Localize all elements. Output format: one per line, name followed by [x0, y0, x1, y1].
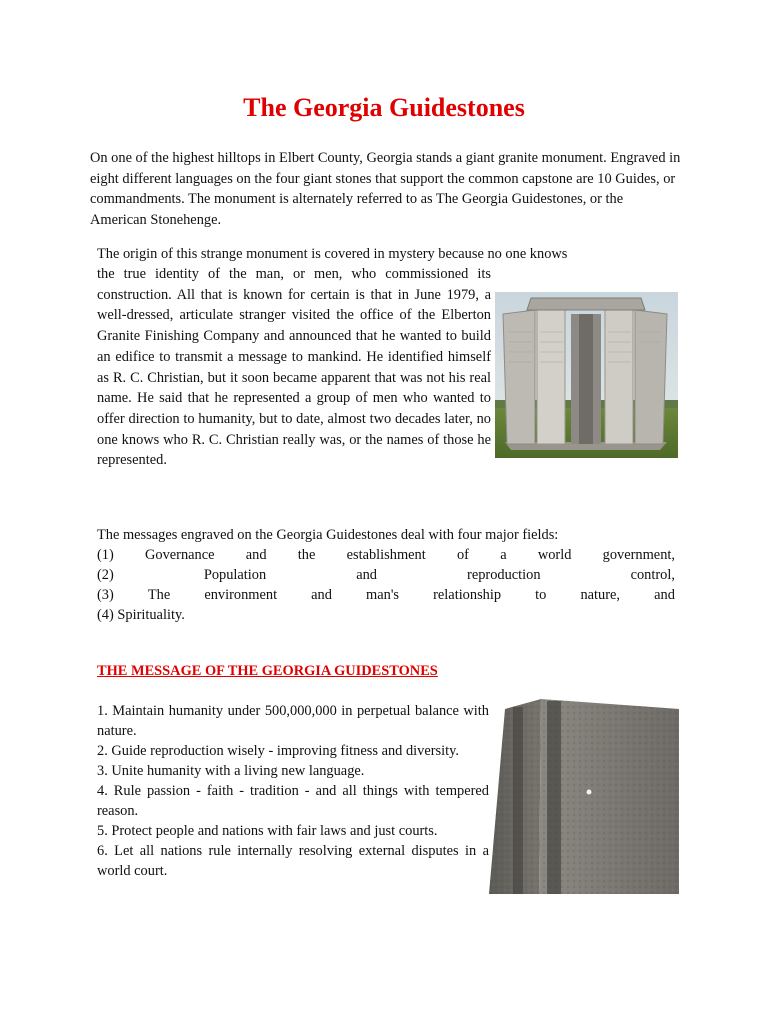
- field-word: and: [356, 567, 377, 583]
- field-item-1: [97, 545, 675, 565]
- field-word: and: [311, 587, 332, 603]
- field-word: a: [500, 547, 507, 563]
- guide-item-1: 1. Maintain humanity under 500,000,000 in perpetual balance with nature.: [97, 703, 489, 739]
- guidestones-photo: [495, 292, 678, 458]
- field-word: (2): [97, 567, 114, 583]
- guide-item-2: 2. Guide reproduction wisely - improving fitness and diversity.: [97, 743, 459, 759]
- fields-section: [97, 525, 675, 625]
- field-word: relationship: [433, 587, 502, 603]
- field-word: government,: [602, 547, 675, 563]
- guides-list: [97, 701, 489, 881]
- field-word: of: [456, 547, 469, 563]
- field-word: and: [654, 587, 675, 603]
- message-heading: THE MESSAGE OF THE GEORGIA GUIDESTONES: [97, 663, 438, 679]
- guidestones-photo-graphic: [495, 292, 678, 458]
- field-word: establishment: [346, 547, 426, 563]
- guide-item-4: 4. Rule passion - faith - tradition - and all things with tempered reason.: [97, 783, 489, 819]
- intro-paragraph: On one of the highest hilltops in Elbert County, Georgia stands a giant granite monument. Engraved in eight different languages on the four giant stones that support the common capstone are 10 Guides, or commandments. The monument is alternately referred to as The Georgia Guidestones, or the American Stonehenge.: [90, 150, 681, 228]
- field-word: the: [297, 547, 316, 563]
- field-word: Population: [203, 567, 267, 583]
- field-word: world: [537, 547, 572, 563]
- field-item-2: [97, 565, 675, 585]
- field-word: nature,: [580, 587, 621, 603]
- guide-item-6: 6. Let all nations rule internally resolving external disputes in a world court.: [97, 843, 489, 879]
- field-item-4: (4) Spirituality.: [97, 607, 185, 623]
- field-word: and: [245, 547, 267, 563]
- origin-paragraph: the true identity of the man, or men, who commissioned its construction. All that is known for certain is that in June 1979, a well-dressed, articulate stranger visited the office of the Elberton Granite Finishing Company and announced that he wanted to build an edifice to transmit a message to mankind. He identified himself as R. C. Christian, but it soon became apparent that was not his real name. He said that he represented a group of men who wanted to offer direction to humanity, but to date, almost two decades later, no one knows who R. C. Christian really was, or the names of those he represented.: [97, 266, 491, 469]
- field-word: man's: [366, 587, 400, 603]
- fields-intro: The messages engraved on the Georgia Guidestones deal with four major fields:: [97, 527, 559, 543]
- field-word: to: [535, 587, 547, 603]
- guide-item-5: 5. Protect people and nations with fair laws and just courts.: [97, 823, 438, 839]
- field-item-3: [97, 585, 675, 605]
- field-word: (3): [97, 587, 114, 603]
- field-word: The: [147, 587, 171, 603]
- field-word: environment: [204, 587, 278, 603]
- field-word: control,: [630, 567, 675, 583]
- guide-item-3: 3. Unite humanity with a living new language.: [97, 763, 365, 779]
- page-title: The Georgia Guidestones: [243, 93, 525, 122]
- field-word: (1): [97, 547, 114, 563]
- field-word: reproduction: [467, 567, 541, 583]
- field-word: Governance: [145, 547, 215, 563]
- guidestone-closeup-graphic: [489, 699, 679, 894]
- origin-paragraph-first-line: The origin of this strange monument is covered in mystery because no one knows: [97, 246, 568, 262]
- guidestone-closeup-photo: [489, 699, 679, 894]
